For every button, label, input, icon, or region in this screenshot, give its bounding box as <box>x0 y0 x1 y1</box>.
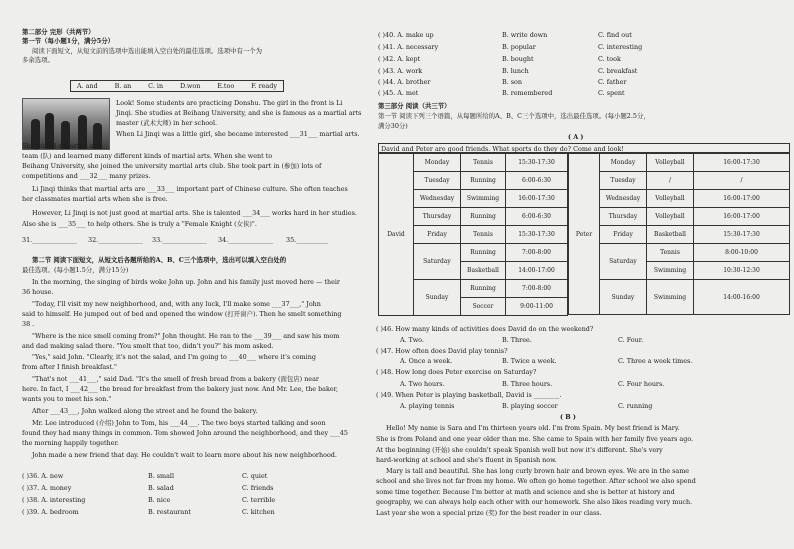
passage1-line: Jinqi. She studies at Beihang University, and she is famous as a martial arts <box>116 109 362 117</box>
q43-option-b[interactable]: B. lunch <box>502 67 529 75</box>
peter-schedule-table <box>568 153 790 315</box>
david-time: 7:00-8:00 <box>506 244 568 262</box>
passage1-line: Beihang University, she joined the university martial arts club. She took part in (参加) lots of <box>22 162 322 170</box>
question-41[interactable]: ( )41. A. necessary <box>378 43 439 51</box>
table-intro: David and Peter are good friends. What sports do they do? Come and look! <box>378 143 790 153</box>
q42-option-b[interactable]: B. bought <box>502 55 534 63</box>
option-f: F. ready <box>251 82 277 90</box>
david-schedule-table <box>378 153 568 316</box>
peter-time: 16:00-17:30 <box>694 154 790 172</box>
q46-option-b[interactable]: B. Three. <box>502 336 532 344</box>
passage-b-line: geography, we can always help each other with our homework. She also likes reading very much. <box>376 498 693 506</box>
question-49[interactable]: ( )49. When Peter is playing basketball, David is ________. <box>376 391 562 399</box>
david-day: Thursday <box>414 208 461 226</box>
david-day: Saturday <box>414 244 461 280</box>
q41-option-b[interactable]: B. popular <box>502 43 536 51</box>
david-day: Wednesday <box>414 190 461 208</box>
passage1-line: master (武术大师) in her school. <box>116 119 218 127</box>
section1-instruction-2: 多余选项。 <box>22 56 54 64</box>
q40-option-b[interactable]: B. write down <box>502 31 548 39</box>
q39-option-b[interactable]: B. restaurant <box>148 508 191 516</box>
passage2-line: here. In fact, I ___42___ the bread for breakfast from the bakery just now. And Mr. Lee, the baker, <box>22 385 339 393</box>
peter-time: 10:30-12:30 <box>694 262 790 280</box>
q38-option-b[interactable]: B. nice <box>148 496 171 504</box>
question-39[interactable]: ( )39. A. bedroom <box>22 508 79 516</box>
peter-day: Wednesday <box>600 190 647 208</box>
david-sport: Tennis <box>461 154 506 172</box>
david-sport: Basketball <box>461 262 506 280</box>
peter-time: 15:30-17:30 <box>694 226 790 244</box>
section2-title-2: 最佳选项。(每小题1.5分，满分15分) <box>22 266 129 274</box>
q49-option-c[interactable]: C. running <box>618 402 653 410</box>
q44-option-c[interactable]: C. father <box>598 78 627 86</box>
passage-b-line: school and she lives not far from my home. We often go home together. After school we also spend <box>376 477 696 485</box>
passage1-line: her classmates martial arts when she is free. <box>22 195 168 203</box>
question-36[interactable]: ( )36. A. new <box>22 472 64 480</box>
passage2-line: John made a new friend that day. He couldn't wait to learn more about his new neighborhood. <box>32 451 337 459</box>
passage1-line: Li Jinqi thinks that martial arts are ___33___ important part of Chinese culture. She often teaches <box>32 185 348 193</box>
passage2-line: 36 house. <box>22 288 54 296</box>
passage1-line: When Li Jinqi was a little girl, she became interested ___31___ martial arts. <box>116 130 360 138</box>
q44-option-b[interactable]: B. son <box>502 78 523 86</box>
option-e: E.too <box>217 82 235 90</box>
passage1-line: team (队) and learned many different kinds of martial arts. When she went to <box>22 152 273 160</box>
peter-time: 16:00-17:00 <box>694 190 790 208</box>
passage2-line: After ___43___, John walked along the street and he found the bakery. <box>32 407 258 415</box>
passage-b-line: Last year she won a special prize (奖) for the best reader in our class. <box>376 509 602 517</box>
peter-sport: Volleyball <box>647 154 694 172</box>
section1-title: 第一节（每小题1分，满分5分） <box>22 37 114 45</box>
passage2-line: In the morning, the singing of birds woke John up. John and his family just moved here — their <box>32 278 340 286</box>
q47-option-b[interactable]: B. Twice a week. <box>502 357 557 365</box>
peter-sport: Tennis <box>647 244 694 262</box>
passage2-line: the morning happily together. <box>22 439 119 447</box>
passage2-line: found they had many things in common. Tom showed John around the neighborhood, and they ___45 <box>22 429 348 437</box>
q41-option-c[interactable]: C. interesting <box>598 43 643 51</box>
david-day: Sunday <box>414 280 461 316</box>
peter-day: Thursday <box>600 208 647 226</box>
peter-time: 16:00-17:00 <box>694 208 790 226</box>
q43-option-c[interactable]: C. breakfast <box>598 67 638 75</box>
q47-option-c[interactable]: C. Three a week times. <box>618 357 693 365</box>
passage2-line: "Yes," said John. "Clearly, it's not the salad, and I'm going to ___40___ where it's coming <box>32 353 316 361</box>
question-46[interactable]: ( )46. How many kinds of activities does David do on the weekend? <box>376 325 594 333</box>
section1-instruction: 阅读下面短文，从短文前的选项中选出能填入空白处的最佳选项。选项中有一个为 <box>32 47 263 55</box>
right-column <box>372 0 794 549</box>
peter-sport: Volleyball <box>647 190 694 208</box>
david-time: 16:00-17:30 <box>506 190 568 208</box>
passage2-line: from after I finish breakfast." <box>22 363 117 371</box>
peter-day: Monday <box>600 154 647 172</box>
david-time: 6:00-6:30 <box>506 208 568 226</box>
passage-b-label: ( B ) <box>560 413 576 421</box>
david-time: 6:00-6:30 <box>506 172 568 190</box>
passage1-line: competitions and ___32___ many prizes. <box>22 172 151 180</box>
q40-option-c[interactable]: C. find out <box>598 31 632 39</box>
question-48[interactable]: ( )48. How long does Peter exercise on Saturday? <box>376 368 537 376</box>
passage2-line: Mr. Lee introduced (介绍) John to Tom, his ___44___. The two boys started talking and soon <box>32 419 326 427</box>
passage1-line: Look! Some students are practicing Donshu. The girl in the front is Li <box>116 99 343 107</box>
david-sport: Swimming <box>461 190 506 208</box>
blank-32[interactable]: 32.______________ <box>88 236 143 244</box>
david-sport: Soccer <box>461 298 506 316</box>
question-37[interactable]: ( )37. A. money <box>22 484 72 492</box>
david-time: 9:00-11:00 <box>506 298 568 316</box>
q48-option-a[interactable]: A. Two hours. <box>400 380 445 388</box>
question-43[interactable]: ( )43. A. work <box>378 67 423 75</box>
passage-a-label: ( A ) <box>568 133 584 141</box>
passage2-line: "Where is the nice smell coming from?" John thought. He ran to the ___39___ and saw his mom <box>32 332 340 340</box>
option-b: B. an <box>114 82 132 90</box>
peter-sport: Swimming <box>647 280 694 315</box>
passage2-line: wants you to meet his son." <box>22 395 112 403</box>
part3-instruction: 第一节 阅读下列三个语篇，从每题所给的A、B、C三个选项中，选出最佳选项。(每小题2.5分， <box>378 112 650 120</box>
part3-title: 第三部分 阅读（共三节） <box>378 102 451 110</box>
blank-33[interactable]: 33.______________ <box>152 236 207 244</box>
q39-option-c[interactable]: C. kitchen <box>242 508 275 516</box>
q42-option-c[interactable]: C. took <box>598 55 621 63</box>
david-name-cell: David <box>379 154 414 316</box>
question-42[interactable]: ( )42. A. kept <box>378 55 421 63</box>
david-day: Monday <box>414 154 461 172</box>
passage1-line: She joined a martial arts <box>22 142 103 150</box>
david-sport: Running <box>461 244 506 262</box>
peter-day: Friday <box>600 226 647 244</box>
section2-title: 第二节 阅读下面短文，从短文后各题所给的A、B、C三个选项中，选出可以填入空白处的 <box>32 256 287 264</box>
passage2-line: said to himself. He jumped out of bed and opened the window (打开窗户). Then he smelt something <box>22 310 342 318</box>
david-time: 7:00-8:00 <box>506 280 568 298</box>
passage-b-line: some time together. Because I'm better at math and science and she is better at history and <box>376 488 675 496</box>
passage2-line: "Today, I'll visit my new neighborhood, and, with any luck, I'll make some ___37___," John <box>32 300 321 308</box>
david-sport: Running <box>461 172 506 190</box>
part2-title: 第二部分 完形（共两节） <box>22 28 95 36</box>
q37-option-b[interactable]: B. salad <box>148 484 174 492</box>
option-c: C. in <box>148 82 164 90</box>
q36-option-c[interactable]: C. quiet <box>242 472 268 480</box>
q45-option-b[interactable]: B. remembered <box>502 89 553 97</box>
option-d: D.won <box>179 82 201 90</box>
passage2-line: "That's not ___41___," said Dad. "It's the smell of fresh bread from a bakery (面包店) near <box>32 375 319 383</box>
passage2-line: and dad making salad there. "You smelt that too, didn't you?" his mom asked. <box>22 342 274 350</box>
part3-instruction-2: 满分30分) <box>378 122 408 130</box>
word-options-box <box>70 80 284 92</box>
passage-b-line: hard-working at school and she's fluent in Spanish now. <box>376 456 557 464</box>
blank-31[interactable]: 31.______________ <box>22 236 77 244</box>
left-column <box>0 0 372 549</box>
question-47[interactable]: ( )47. How often does David play tennis? <box>376 347 508 355</box>
peter-sport: Volleyball <box>647 208 694 226</box>
q47-option-a[interactable]: A. Once a week. <box>400 357 453 365</box>
q48-option-b[interactable]: B. Three hours. <box>502 380 553 388</box>
passage-b-line: She is from Poland and one year older than me. She came to Spain with her family five years ago. <box>376 435 694 443</box>
david-sport: Running <box>461 208 506 226</box>
passage-b-line: Mary is tall and beautiful. She has long curly brown hair and brown eyes. We are in the same <box>386 467 690 475</box>
peter-time: 14:00-16:00 <box>694 280 790 315</box>
passage-b-line: Hello! My name is Sara and I'm thirteen years old. I'm from Spain. My best friend is Mary. <box>386 424 680 432</box>
david-sport: Tennis <box>461 226 506 244</box>
q36-option-b[interactable]: B. small <box>148 472 174 480</box>
peter-day: Saturday <box>600 244 647 280</box>
passage2-line: 38 . <box>22 320 35 328</box>
peter-name-cell: Peter <box>569 154 600 315</box>
passage1-line: However, Li Jinqi is not just good at martial arts. She is talented ___34___ works hard in her studies. <box>32 209 357 217</box>
q38-option-c[interactable]: C. terrible <box>242 496 276 504</box>
blank-34[interactable]: 34.______________ <box>218 236 273 244</box>
peter-time: / <box>694 172 790 190</box>
blank-35[interactable]: 35.__________ <box>286 236 329 244</box>
david-day: Friday <box>414 226 461 244</box>
david-time: 15:30-17:30 <box>506 154 568 172</box>
peter-time: 8:00-10:00 <box>694 244 790 262</box>
peter-day: Tuesday <box>600 172 647 190</box>
q37-option-c[interactable]: C. friends <box>242 484 274 492</box>
peter-sport: Basketball <box>647 226 694 244</box>
q49-option-b[interactable]: B. playing soccer <box>502 402 558 410</box>
q48-option-c[interactable]: C. Four hours. <box>618 380 665 388</box>
passage-b-line: At the beginning (开始) she couldn't speak Spanish well but now it's different. She's very <box>376 446 663 454</box>
question-45[interactable]: ( )45. A. met <box>378 89 419 97</box>
david-sport: Running <box>461 280 506 298</box>
peter-sport: / <box>647 172 694 190</box>
david-time: 15:30-17:30 <box>506 226 568 244</box>
david-time: 14:00-17:00 <box>506 262 568 280</box>
david-day: Tuesday <box>414 172 461 190</box>
question-40[interactable]: ( )40. A. make up <box>378 31 434 39</box>
question-44[interactable]: ( )44. A. brother <box>378 78 431 86</box>
q46-option-c[interactable]: C. Four. <box>618 336 644 344</box>
q46-option-a[interactable]: A. Two. <box>400 336 424 344</box>
q45-option-c[interactable]: C. spent <box>598 89 625 97</box>
peter-day: Sunday <box>600 280 647 315</box>
passage1-line: Also she is ___35___ to help others. She is truly a "Female Knight (女侠)". <box>22 220 257 228</box>
option-a: A. and <box>77 82 98 90</box>
question-38[interactable]: ( )38. A. interesting <box>22 496 86 504</box>
peter-sport: Swimming <box>647 262 694 280</box>
q49-option-a[interactable]: A. playing tennis <box>400 402 455 410</box>
